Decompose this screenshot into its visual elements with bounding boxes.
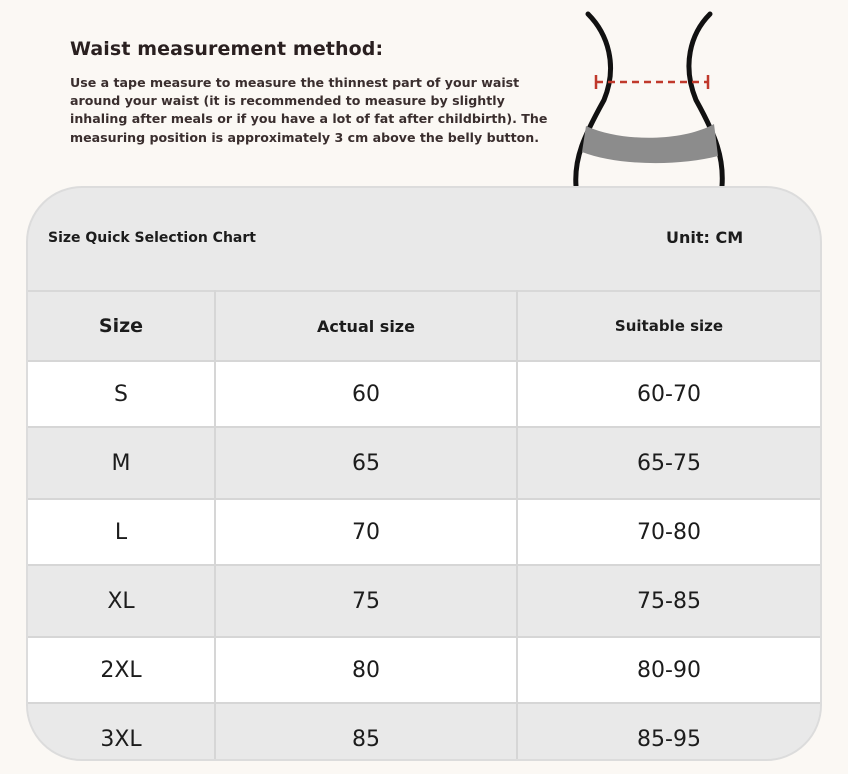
actual-size-cell: 60 [215,361,517,427]
size-chart-card [26,186,822,761]
size-cell: M [28,427,215,499]
actual-size-cell: 75 [215,565,517,637]
table-row [28,499,820,565]
suitable-size-cell: 80-90 [517,637,820,703]
suitable-size-cell: 70-80 [517,499,820,565]
size-cell: S [28,361,215,427]
table-row [28,427,820,499]
chart-title: Size Quick Selection Chart [48,230,256,246]
table-row [28,637,820,703]
table-row [28,565,820,637]
intro-section [70,38,550,147]
size-chart-header [28,188,820,290]
suitable-size-cell: 65-75 [517,427,820,499]
suitable-size-cell: 75-85 [517,565,820,637]
size-cell: XL [28,565,215,637]
column-header-suitable: Suitable size [517,291,820,361]
column-header-size: Size [28,291,215,361]
size-cell: 3XL [28,703,215,761]
table-header-row [28,291,820,361]
actual-size-cell: 65 [215,427,517,499]
waist-silhouette-icon [560,8,750,188]
intro-body: Use a tape measure to measure the thinnest part of your waist around your waist (it is recommended to measure by slightly inhaling after meals or if you have a lot of fat after childbirth). The measuring position is approximately 3 cm above the belly button. [70,75,548,145]
actual-size-cell: 70 [215,499,517,565]
table-row [28,361,820,427]
suitable-size-cell: 60-70 [517,361,820,427]
size-cell: L [28,499,215,565]
actual-size-cell: 80 [215,637,517,703]
unit-label: Unit: CM [666,228,744,247]
table-row [28,703,820,761]
intro-title: Waist measurement method: [70,38,384,60]
size-table [28,290,820,761]
suitable-size-cell: 85-95 [517,703,820,761]
actual-size-cell: 85 [215,703,517,761]
column-header-actual: Actual size [215,291,517,361]
size-cell: 2XL [28,637,215,703]
